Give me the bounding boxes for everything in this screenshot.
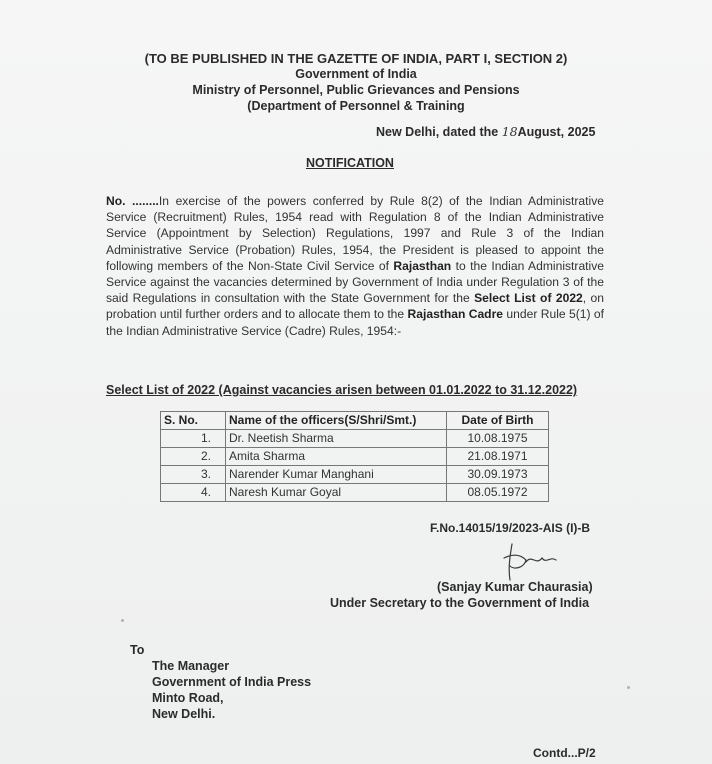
- body-text-2: to the Indian Administrative Service against the vacancies determined by Government of India under Regulation 3 of the said Regulations in consultation with the State Government for the: [106, 258, 604, 306]
- officers-table: [160, 411, 549, 502]
- body-bold-state: Rajasthan: [393, 258, 452, 273]
- address-line: New Delhi.: [152, 707, 216, 721]
- ministry-line: Ministry of Personnel, Public Grievances and Pensions: [192, 83, 520, 97]
- body-bold-select-list: Select List of 2022: [474, 291, 583, 306]
- date-suffix: August, 2025: [517, 125, 596, 139]
- signatory-name: (Sanjay Kumar Chaurasia): [437, 580, 593, 594]
- table-row: [161, 484, 549, 502]
- notification-body: [106, 193, 604, 339]
- paper-speck: [121, 619, 124, 622]
- row-dob: 08.05.1972: [447, 484, 549, 502]
- body-text-3: , on probation until further orders and to allocate them to the: [106, 291, 604, 322]
- address-line: The Manager: [152, 659, 230, 673]
- body-bold-cadre: Rajasthan Cadre: [407, 307, 504, 322]
- table-row: [161, 430, 549, 448]
- table-row: [161, 448, 549, 466]
- address-line: Government of India Press: [152, 675, 312, 689]
- continued-marker: Contd...P/2: [533, 746, 596, 760]
- row-sno: 4.: [161, 484, 226, 502]
- government-line: Government of India: [295, 67, 417, 81]
- gazette-heading: (TO BE PUBLISHED IN THE GAZETTE OF INDIA, PART I, SECTION 2): [144, 51, 568, 66]
- recipient-address: [152, 658, 311, 722]
- to-label: To: [130, 643, 145, 657]
- issue-date: [376, 124, 595, 139]
- table-header-row: [161, 412, 549, 430]
- row-officer-name: Narender Kumar Manghani: [226, 466, 447, 484]
- row-dob: 30.09.1973: [447, 466, 549, 484]
- select-list-heading: Select List of 2022 (Against vacancies arisen between 01.01.2022 to 31.12.2022): [106, 383, 578, 397]
- paper-speck: [627, 686, 630, 689]
- header-name: Name of the officers(S/Shri/Smt.): [226, 412, 447, 430]
- row-dob: 21.08.1971: [447, 448, 549, 466]
- address-line: Minto Road,: [152, 691, 224, 705]
- handwritten-day: 18: [501, 124, 518, 139]
- signature-mark: [498, 540, 558, 584]
- header-dob: Date of Birth: [447, 412, 549, 430]
- body-text-1: In exercise of the powers conferred by Rule 8(2) of the Indian Administrative Service (Recruitment) Rules, 1954 read with Regulation 8 of the Indian Administrative Service (Appointment by Selection) Regulations, 1997 and Rule 3 of the Indian Administrative Service (Probation) Rules, 1954, the President is pleased to appoint the following members of the Non-State Civil Service of: [106, 194, 604, 273]
- notification-title: NOTIFICATION: [306, 156, 394, 170]
- body-text-4: under Rule 5(1) of the Indian Administrative Service (Cadre) Rules, 1954:-: [106, 307, 604, 338]
- row-officer-name: Naresh Kumar Goyal: [226, 484, 447, 502]
- row-sno: 3.: [161, 466, 226, 484]
- row-dob: 10.08.1975: [447, 430, 549, 448]
- row-officer-name: Amita Sharma: [226, 448, 447, 466]
- notification-number: No. ........: [106, 194, 159, 208]
- header-sno: S. No.: [161, 412, 226, 430]
- row-sno: 1.: [161, 430, 226, 448]
- signatory-designation: Under Secretary to the Government of India: [330, 596, 590, 610]
- row-sno: 2.: [161, 448, 226, 466]
- file-number: F.No.14015/19/2023-AIS (I)-B: [430, 521, 591, 535]
- date-prefix: New Delhi, dated the: [376, 125, 502, 139]
- table-row: [161, 466, 549, 484]
- department-line: (Department of Personnel & Training: [247, 99, 465, 113]
- row-officer-name: Dr. Neetish Sharma: [226, 430, 447, 448]
